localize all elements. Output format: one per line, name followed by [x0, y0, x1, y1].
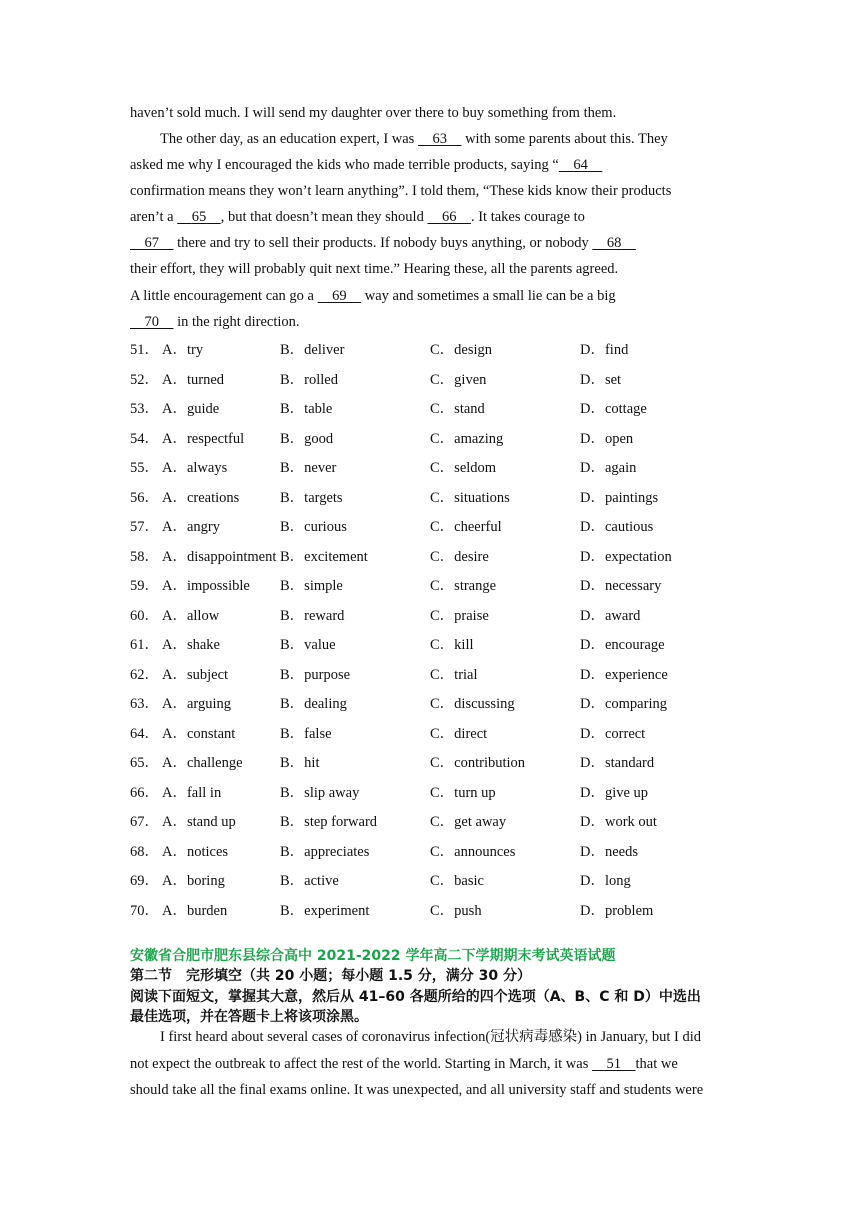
text: , but that doesn’t mean they should: [220, 209, 428, 225]
option-c: C．strange: [430, 578, 497, 594]
blank-64: 64: [573, 157, 588, 173]
option-d: D．experience: [580, 666, 668, 683]
option-b: B．value: [280, 637, 336, 653]
question-number: 53．: [130, 401, 159, 417]
passage-line: [130, 286, 616, 306]
option-row: [130, 753, 730, 773]
option-d: D．paintings: [580, 489, 659, 506]
option-b: B．experiment: [280, 902, 370, 919]
option-d: D．needs: [580, 843, 638, 860]
option-row: [130, 783, 730, 803]
passage2-line: [130, 1054, 678, 1074]
option-d: D．open: [580, 430, 634, 447]
question-number: 52．: [130, 371, 159, 388]
blank-67: 67: [144, 235, 159, 251]
option-row: [130, 842, 730, 862]
option-row: [130, 635, 730, 655]
option-d: D．long: [580, 873, 631, 889]
option-row: [130, 871, 730, 891]
text: there and try to sell their products. If nobody buys anything, or nobody: [173, 235, 593, 251]
option-a: A．disappointment: [162, 548, 277, 565]
text: in the right direction.: [173, 314, 300, 330]
option-row: [130, 606, 730, 626]
blank-69: 69: [332, 288, 347, 304]
option-row: [130, 901, 730, 921]
option-d: D．standard: [580, 755, 655, 771]
blank-68: 68: [606, 235, 622, 251]
option-b: B．step forward: [280, 814, 378, 830]
option-row: [130, 340, 730, 360]
option-d: D．problem: [580, 902, 654, 919]
text: A little encouragement can go a: [130, 288, 318, 304]
option-row: [130, 724, 730, 744]
option-b: B．rolled: [280, 371, 338, 388]
passage-line: confirmation means they won’t learn anything”. I told them, “These kids know their products: [130, 183, 672, 199]
text: aren’t a: [130, 209, 178, 225]
question-number: 60．: [130, 607, 159, 624]
passage2-line: I first heard about several cases of coronavirus infection(冠状病毒感染) in January, but I did: [160, 1029, 702, 1045]
option-b: B．never: [280, 460, 337, 476]
question-number: 57．: [130, 519, 159, 535]
passage2-line: should take all the final exams online. It was unexpected, and all university staff and students were: [130, 1082, 704, 1098]
blank-63: 63: [432, 131, 447, 147]
option-c: C．direct: [430, 725, 488, 742]
passage-line: [130, 233, 636, 253]
passage-line: [160, 129, 668, 149]
option-d: D．correct: [580, 725, 646, 742]
question-number: 56．: [130, 489, 159, 506]
option-a: A．arguing: [162, 696, 232, 712]
question-number: 64．: [130, 725, 159, 742]
question-number: 68．: [130, 843, 159, 860]
option-a: A．try: [162, 342, 204, 358]
option-row: [130, 694, 730, 714]
question-number: 62．: [130, 666, 159, 683]
option-a: A．respectful: [162, 430, 245, 447]
source-title: 安徽省合肥市肥东县综合高中 2021-2022 学年高二下学期期末考试英语试题: [130, 948, 616, 964]
option-c: C．stand: [430, 401, 485, 417]
option-row: [130, 458, 730, 478]
question-number: 51．: [130, 342, 159, 358]
section-heading: 第二节 完形填空（共 20 小题；每小题 1.5 分，满分 30 分）: [130, 968, 532, 984]
option-c: C．basic: [430, 873, 484, 889]
option-c: C．trial: [430, 666, 478, 683]
option-a: A．challenge: [162, 755, 243, 771]
option-b: B．excitement: [280, 548, 368, 565]
option-c: C．amazing: [430, 430, 504, 447]
option-b: B．reward: [280, 607, 345, 624]
passage-line: [130, 207, 585, 227]
option-d: D．cautious: [580, 519, 654, 535]
question-number: 65．: [130, 755, 159, 771]
text: with some parents about this. They: [461, 131, 668, 147]
option-c: C．announces: [430, 843, 516, 860]
option-row: [130, 488, 730, 508]
option-c: C．turn up: [430, 784, 496, 801]
option-b: B．hit: [280, 755, 320, 771]
option-c: C．push: [430, 902, 482, 919]
option-a: A．subject: [162, 666, 229, 683]
option-c: C．given: [430, 371, 487, 388]
option-b: B．table: [280, 401, 333, 417]
option-b: B．targets: [280, 489, 343, 506]
option-b: B．deliver: [280, 342, 345, 358]
blank-70: 70: [144, 314, 159, 330]
option-c: C．kill: [430, 637, 474, 653]
option-d: D．encourage: [580, 637, 665, 653]
question-number: 59．: [130, 578, 159, 594]
option-a: A．boring: [162, 873, 225, 889]
text: not expect the outbreak to affect the rest of the world. Starting in March, it was: [130, 1056, 592, 1072]
option-a: A．stand up: [162, 814, 236, 830]
option-row: [130, 547, 730, 567]
option-d: D．again: [580, 460, 637, 476]
option-b: B．good: [280, 430, 334, 447]
option-c: C．get away: [430, 814, 507, 830]
option-a: A．turned: [162, 371, 225, 388]
option-row: [130, 517, 730, 537]
option-a: A．guide: [162, 401, 220, 417]
instructions-line: 阅读下面短文，掌握其大意，然后从 41–60 各题所给的四个选项（A、B、C 和 D）中选出: [130, 989, 701, 1005]
text: The other day, as an education expert, I was: [160, 131, 418, 147]
option-b: B．active: [280, 873, 339, 889]
option-c: C．situations: [430, 489, 510, 506]
passage-line: their effort, they will probably quit next time.” Hearing these, all the parents agreed.: [130, 261, 619, 277]
option-c: C．desire: [430, 548, 489, 565]
option-a: A．always: [162, 460, 228, 476]
question-number: 54．: [130, 430, 159, 447]
passage-line: [130, 312, 300, 332]
question-number: 55．: [130, 460, 159, 476]
question-number: 58．: [130, 548, 159, 565]
option-a: A．shake: [162, 637, 220, 653]
option-d: D．set: [580, 371, 622, 388]
option-d: D．expectation: [580, 548, 672, 565]
question-number: 70．: [130, 902, 159, 919]
option-a: A．notices: [162, 843, 229, 860]
option-c: C．design: [430, 342, 493, 358]
option-c: C．discussing: [430, 696, 515, 712]
option-a: A．constant: [162, 725, 236, 742]
option-c: C．contribution: [430, 755, 526, 771]
passage-line: haven’t sold much. I will send my daughter over there to buy something from them.: [130, 105, 617, 121]
option-b: B．appreciates: [280, 843, 370, 860]
option-b: B．slip away: [280, 784, 360, 801]
blank-51: 51: [606, 1056, 621, 1072]
option-a: A．allow: [162, 607, 220, 624]
blank-65: 65: [191, 209, 207, 225]
option-c: C．praise: [430, 607, 489, 624]
option-a: A．burden: [162, 902, 228, 919]
option-a: A．impossible: [162, 578, 250, 594]
text: way and sometimes a small lie can be a big: [361, 288, 616, 304]
question-number: 63．: [130, 696, 159, 712]
question-number: 61．: [130, 637, 159, 653]
option-c: C．cheerful: [430, 519, 502, 535]
option-d: D．cottage: [580, 401, 647, 417]
option-row: [130, 665, 730, 685]
option-a: A．angry: [162, 519, 220, 535]
option-row: [130, 399, 730, 419]
text: asked me why I encouraged the kids who made terrible products, saying “: [130, 157, 559, 173]
option-d: D．find: [580, 342, 629, 358]
option-d: D．necessary: [580, 578, 662, 594]
option-d: D．award: [580, 607, 641, 624]
option-d: D．give up: [580, 784, 649, 801]
option-a: A．creations: [162, 489, 240, 506]
option-b: B．purpose: [280, 666, 351, 683]
question-number: 67．: [130, 814, 159, 830]
option-row: [130, 429, 730, 449]
passage-line: [130, 155, 602, 175]
blank-66: 66: [441, 209, 457, 225]
text: . It takes courage to: [470, 209, 585, 225]
option-row: [130, 812, 730, 832]
question-number: 66．: [130, 784, 159, 801]
option-a: A．fall in: [162, 784, 222, 801]
option-b: B．simple: [280, 578, 343, 594]
text: that we: [635, 1056, 678, 1072]
option-row: [130, 370, 730, 390]
question-number: 69．: [130, 873, 159, 889]
option-row: [130, 576, 730, 596]
instructions-line: 最佳选项，并在答题卡上将该项涂黑。: [130, 1009, 368, 1025]
option-d: D．work out: [580, 814, 657, 830]
option-c: C．seldom: [430, 460, 497, 476]
option-d: D．comparing: [580, 696, 667, 712]
option-b: B．dealing: [280, 696, 347, 712]
option-b: B．curious: [280, 519, 347, 535]
option-b: B．false: [280, 725, 332, 742]
